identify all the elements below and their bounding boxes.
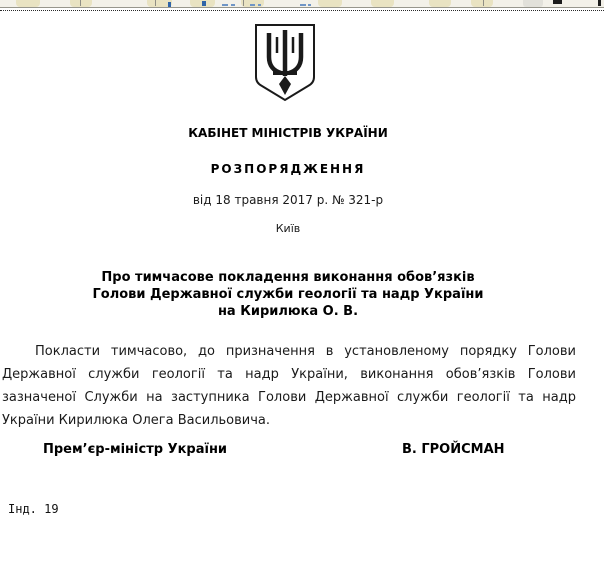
toolbar-icon-fragment: [258, 4, 261, 6]
toolbar-icon-fragment: [300, 4, 306, 6]
toolbar-divider: [80, 0, 81, 6]
toolbar-divider: [483, 0, 484, 6]
toolbar-icon-fragment: [553, 0, 562, 4]
toolbar-button-fragment[interactable]: [429, 0, 451, 7]
doc-body-paragraph: Покласти тимчасово, до призначення в установленому порядку Голови Державної служби геології та надр України, виконання обов’язків Голови зазначеної Служби на заступника Голови Державної служби геології та надр України Кирилюка Олега Васильовича.: [2, 344, 576, 428]
page-break-dotted-line: [0, 10, 604, 11]
toolbar-icon-fragment: [168, 2, 171, 7]
toolbar-button-fragment[interactable]: [523, 0, 543, 7]
doc-title-line: Про тимчасове покладення виконання обов’язків: [101, 270, 475, 285]
toolbar-button-fragment[interactable]: [371, 0, 394, 7]
toolbar-button-fragment[interactable]: [318, 0, 342, 7]
doc-title: [0, 269, 576, 320]
doc-city: Київ: [275, 222, 301, 235]
toolbar-button-fragment[interactable]: [70, 0, 92, 7]
signature-name: В. ГРОЙСМАН: [402, 442, 505, 457]
doc-date-number: від 18 травня 2017 р. № 321-р: [192, 193, 384, 207]
toolbar-icon-fragment: [231, 4, 235, 6]
toolbar-fragment: [0, 0, 604, 8]
org-name: КАБІНЕТ МІНІСТРІВ УКРАЇНИ: [188, 126, 388, 140]
toolbar-icon-fragment: [308, 4, 311, 6]
toolbar-icon-fragment: [202, 1, 206, 6]
doc-type: РОЗПОРЯДЖЕННЯ: [210, 162, 366, 176]
toolbar-divider: [243, 0, 244, 6]
doc-title-line: Голови Державної служби геології та надр України: [92, 287, 484, 302]
toolbar-icon-fragment: [250, 4, 255, 6]
doc-title-line: на Кирилюка О. В.: [217, 304, 359, 319]
toolbar-icon-fragment: [222, 4, 228, 6]
toolbar-icon-fragment: [598, 0, 601, 6]
toolbar-button-fragment[interactable]: [16, 0, 40, 7]
toolbar-divider: [155, 0, 156, 6]
toolbar-button-fragment[interactable]: [471, 0, 493, 7]
signature-position: Прем’єр-міністр України: [43, 442, 228, 457]
doc-index: Інд. 19: [8, 502, 59, 516]
ukraine-trident-emblem: [252, 22, 318, 102]
